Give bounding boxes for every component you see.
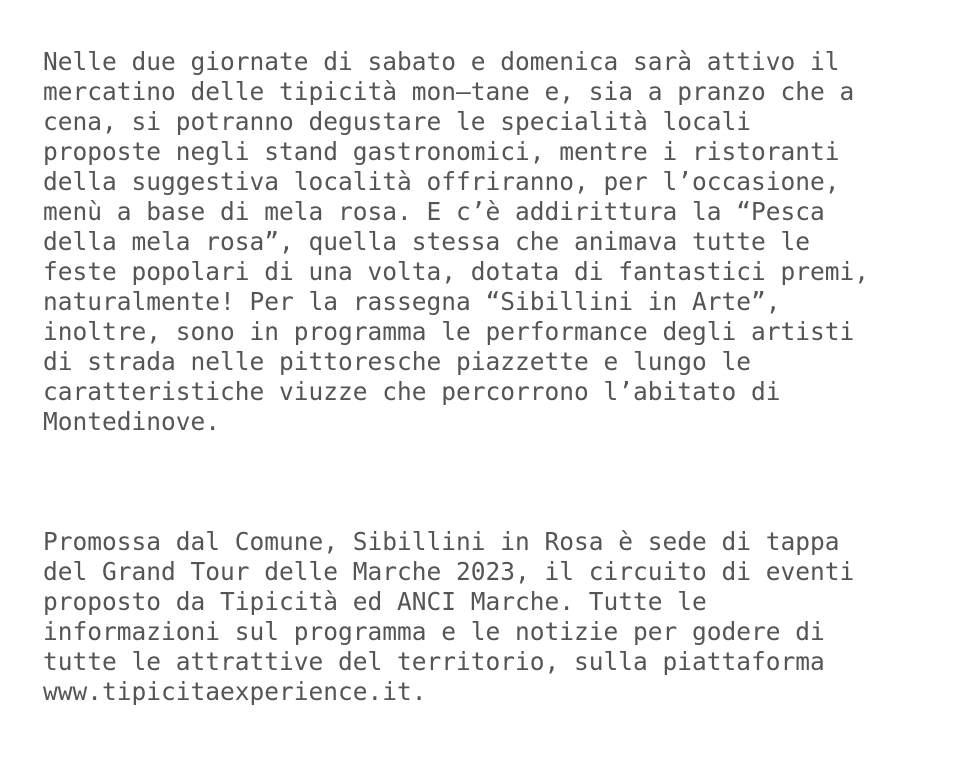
- text-line: del Grand Tour delle Marche 2023, il circuito di eventi: [43, 557, 855, 586]
- text-line: della suggestiva località offriranno, per l’occasione,: [43, 167, 840, 196]
- document-body: [43, 47, 943, 707]
- text-line: della mela rosa”, quella stessa che animava tutte le: [43, 227, 811, 256]
- text-line: menù a base di mela rosa. E c’è addirittura la “Pesca: [43, 197, 825, 226]
- text-line: proposte negli stand gastronomici, mentre i ristoranti: [43, 137, 840, 166]
- paragraph-spacer: [43, 437, 943, 527]
- text-line: cena, si potranno degustare le specialità locali: [43, 107, 752, 136]
- text-line: tutte le attrattive del territorio, sulla piattaforma: [43, 647, 825, 676]
- text-line: naturalmente! Per la rassegna “Sibillini in Arte”,: [43, 287, 781, 316]
- text-line: Promossa dal Comune, Sibillini in Rosa è sede di tappa: [43, 527, 840, 556]
- text-line: inoltre, sono in programma le performance degli artisti: [43, 317, 855, 346]
- text-line: informazioni sul programma e le notizie per godere di: [43, 617, 825, 646]
- text-line: feste popolari di una volta, dotata di fantastici premi,: [43, 257, 870, 286]
- paragraph-1: [43, 47, 943, 437]
- text-line: proposto da Tipicità ed ANCI Marche. Tutte le: [43, 587, 707, 616]
- text-line: di strada nelle pittoresche piazzette e lungo le: [43, 347, 752, 376]
- text-line: www.tipicitaexperience.it.: [43, 677, 427, 706]
- text-line: Nelle due giornate di sabato e domenica sarà attivo il: [43, 47, 840, 76]
- paragraph-2: [43, 527, 943, 707]
- text-line: mercatino delle tipicità mon–tane e, sia a pranzo che a: [43, 77, 855, 106]
- text-line: caratteristiche viuzze che percorrono l’abitato di: [43, 377, 781, 406]
- text-line: Montedinove.: [43, 407, 221, 436]
